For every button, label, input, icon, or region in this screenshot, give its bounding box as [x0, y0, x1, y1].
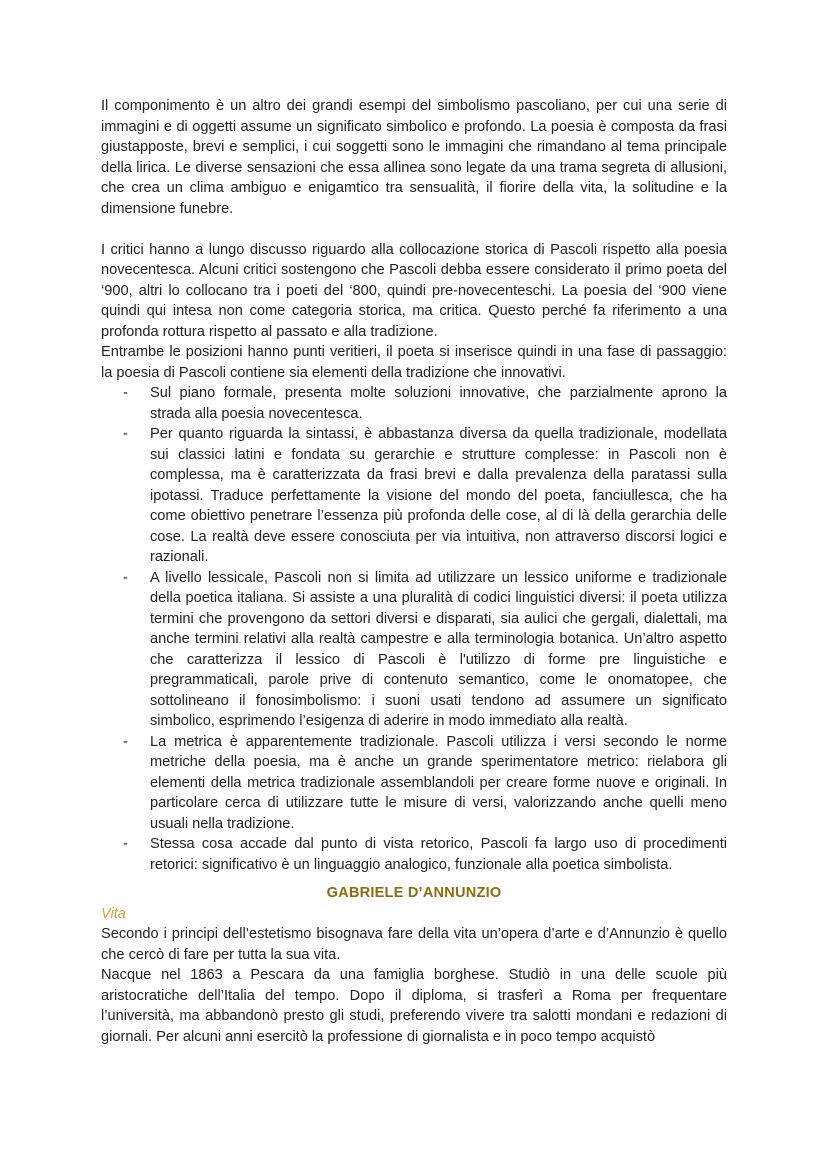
bullet-dash: - — [123, 385, 128, 401]
list-item — [101, 732, 727, 835]
paragraph-estetismo: Secondo i principi dell’estetismo bisognava fare della vita un’opera d’arte e d’Annunzio è quello che cercò di fare per tutta la sua vita. — [101, 926, 727, 963]
bullet-dash: - — [123, 733, 128, 750]
list-item — [101, 424, 727, 568]
bullet-dash: - — [123, 569, 128, 586]
section-title: GABRIELE D’ANNUNZIO — [326, 885, 502, 901]
list-item-text: Stessa cosa accade dal punto di vista retorico, Pascoli fa largo uso di procedimenti retorici: significativo è un linguaggio analogico, funzionale alla poetica simbolista. — [150, 836, 727, 873]
paragraph-simbolismo: Il componimento è un altro dei grandi esempi del simbolismo pascoliano, per cui una serie di immagini e di oggetti assume un significato simbolico e profondo. La poesia è composta da frasi giustapposte, brevi e semplici, i cui soggetti sono le immagini che rimandano al tema principale della lirica. Le diverse sensazioni che essa allinea sono legate da una trama segreta di allusioni, che crea un clima ambiguo e enigamtico tra sensualità, il fiorire della vita, la solitudine e la dimensione funebre. — [101, 98, 727, 217]
document-page — [101, 96, 727, 1047]
bullet-dash: - — [123, 426, 128, 442]
paragraph-gap — [101, 219, 727, 240]
innovations-list — [101, 383, 727, 875]
list-item — [101, 383, 727, 424]
paragraph-critici: I critici hanno a lungo discusso riguardo alla collocazione storica di Pascoli rispetto alla poesia novecentesca. Alcuni critici sostengono che Pascoli debba essere considerato il primo poeta del ‘900, altri lo collocano tra i poeti del ‘800, quindi pre-novecenteschi. La poesia del ‘900 viene quindi qui intesa non come categoria storica, ma critica. Questo perché fa riferimento a una profonda rottura rispetto al passato e alla tradizione. — [101, 241, 727, 340]
list-item — [101, 568, 727, 732]
bullet-dash: - — [123, 836, 128, 852]
paragraph-biografia: Nacque nel 1863 a Pescara da una famiglia borghese. Studiò in una delle scuole più aristocratiche dell’Italia del tempo. Dopo il diploma, si trasferì a Roma per frequentare l’università, ma abbandonò presto gli studi, preferendo vivere tra salotti mondani e redazioni di giornali. Per alcuni anni esercitò la professione di giornalista e in poco tempo acquistò — [101, 967, 727, 1045]
list-item-text: Per quanto riguarda la sintassi, è abbastanza diversa da quella tradizionale, modellata sui classici latini e fondata su gerarchie e strutture complesse: in Pascoli non è complessa, ma è caratterizzata da frasi brevi e dalla prevalenza della paratassi sulla ipotassi. Traduce perfettamente la visione del mondo del poeta, fanciullesca, che ha come obiettivo penetrare l’essenza più profonda delle cose, al di là della gerarchia delle cose. La realtà deve essere conosciuta per via intuitiva, non attraverso discorsi logici e razionali. — [150, 426, 727, 565]
list-item-text: Sul piano formale, presenta molte soluzioni innovative, che parzialmente aprono la strada alla poesia novecentesca. — [150, 385, 727, 422]
list-item-text: A livello lessicale, Pascoli non si limita ad utilizzare un lessico uniforme e tradizionale della poetica italiana. Si assiste a una pluralità di codici linguistici diversi: il poeta utilizza termini che provengono da settori diversi e disparati, sia aulici che gergali, dialettali, ma anche termini relativi alla realtà campestre e alla terminologia botanica. Un’altro aspetto che caratterizza il lessico di Pascoli è l'utilizzo di forme pre linguistiche e pregrammaticali, parole prive di contenuto semantico, come le onomatopee, che sottolineano il fonosimbolismo: i suoni usati tendono ad assumere un significato simbolico, esprimendo l’esigenza di aderire in modo immediato alla realtà. — [150, 569, 727, 729]
list-item — [101, 834, 727, 875]
paragraph-posizioni: Entrambe le posizioni hanno punti veritieri, il poeta si inserisce quindi in una fase di passaggio: la poesia di Pascoli contiene sia elementi della tradizione che innovativi. — [101, 344, 727, 381]
list-item-text: La metrica è apparentemente tradizionale. Pascoli utilizza i versi secondo le norme metriche della poesia, ma è anche un grande sperimentatore metrico: rielabora gli elementi della metrica tradizionale assemblandoli per creare forme nuove e originali. In particolare cerca di utilizzare tutte le misure di versi, valorizzando anche quelli meno usuali nella tradizione. — [150, 733, 727, 832]
subheading-vita: Vita — [101, 905, 126, 922]
